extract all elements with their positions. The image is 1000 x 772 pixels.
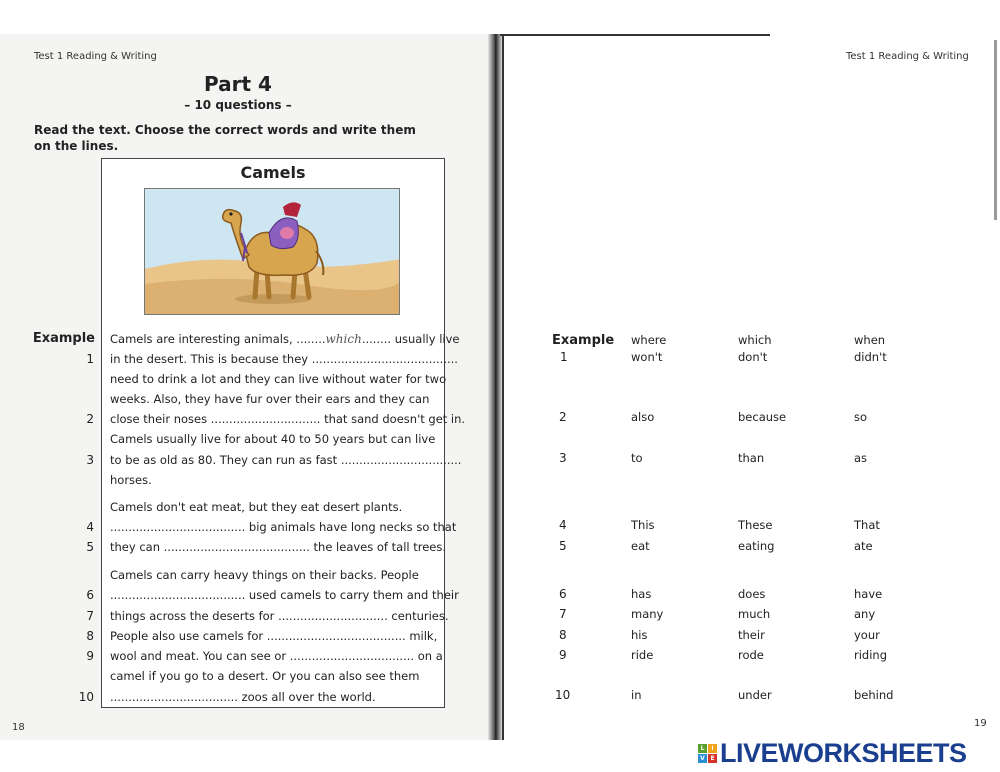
question-number: 10 [555, 688, 571, 702]
question-number: 7 [86, 609, 94, 623]
story-line: ................................... zoos all over the world. [110, 690, 376, 704]
logo-block: V [698, 754, 707, 763]
question-number: 7 [559, 607, 567, 621]
story-line: Camels usually live for about 40 to 50 years but can live [110, 432, 436, 446]
option-b: than [738, 451, 765, 465]
story-line: horses. [110, 473, 152, 487]
option-b: eating [738, 539, 775, 553]
option-b: their [738, 628, 765, 642]
story-line-example [110, 332, 459, 346]
story-line: to be as old as 80. They can run as fast ................................. [110, 453, 462, 467]
right-page-header: Test 1 Reading & Writing [846, 51, 969, 62]
story-line: Camels can carry heavy things on their backs. People [110, 568, 419, 582]
liveworksheets-logo [698, 738, 967, 768]
logo-block: L [698, 744, 707, 753]
story-line: ..................................... used camels to carry them and their [110, 588, 459, 602]
option-a: to [631, 451, 643, 465]
story-line: close their noses .............................. that sand doesn't get in. [110, 412, 466, 426]
camel-illustration [144, 188, 400, 315]
example-label: Example [32, 331, 95, 346]
option-c: so [854, 410, 868, 424]
story-line: they can ........................................ the leaves of tall trees. [110, 540, 447, 554]
story-line: in the desert. This is because they ........................................ [110, 352, 458, 366]
story-line: People also use camels for ...................................... milk, [110, 629, 438, 643]
logo-block: I [708, 744, 717, 753]
option-a: won't [631, 350, 663, 364]
story-text: Camels are interesting animals, ........ [110, 332, 326, 346]
option-a: where [631, 333, 667, 347]
right-page-edge [994, 40, 997, 220]
story-line: things across the deserts for .............................. centuries. [110, 609, 449, 623]
part-subtitle: – 10 questions – [184, 98, 292, 112]
question-number: 8 [559, 628, 567, 642]
option-a: also [631, 410, 655, 424]
question-number: 4 [86, 520, 94, 534]
option-a: ride [631, 648, 654, 662]
story-line: need to drink a lot and they can live without water for two [110, 372, 447, 386]
option-b: does [738, 587, 766, 601]
part-title: Part 4 [204, 72, 272, 96]
page-edge-line [502, 34, 504, 740]
left-page-header: Test 1 Reading & Writing [34, 51, 157, 62]
option-a: his [631, 628, 648, 642]
question-number: 9 [86, 649, 94, 663]
option-a: has [631, 587, 652, 601]
question-number: 5 [86, 540, 94, 554]
question-number: 3 [559, 451, 567, 465]
box-title: Camels [240, 163, 306, 182]
question-number: 6 [559, 587, 567, 601]
scan-top-margin [0, 0, 1000, 34]
option-b: under [738, 688, 772, 702]
question-number: 4 [559, 518, 567, 532]
page-top-rule [500, 34, 770, 36]
option-c: any [854, 607, 876, 621]
story-line: Camels don't eat meat, but they eat desert plants. [110, 500, 403, 514]
question-number: 1 [86, 352, 94, 366]
option-c: That [854, 518, 880, 532]
option-a: This [631, 518, 655, 532]
story-line: wool and meat. You can see or .................................. on a [110, 649, 443, 663]
option-b: rode [738, 648, 764, 662]
question-number: 8 [86, 629, 94, 643]
option-b: which [738, 333, 772, 347]
story-line: weeks. Also, they have fur over their ears and they can [110, 392, 430, 406]
question-number: 10 [78, 690, 94, 704]
story-text: ........ usually live [361, 332, 460, 346]
book-spine [488, 34, 502, 740]
logo-blocks-icon [698, 744, 717, 763]
option-b: These [738, 518, 773, 532]
option-c: didn't [854, 350, 887, 364]
left-page-number: 18 [12, 722, 25, 733]
option-c: riding [854, 648, 888, 662]
option-a: in [631, 688, 642, 702]
option-c: when [854, 333, 886, 347]
option-b: don't [738, 350, 768, 364]
instructions: Read the text. Choose the correct words and write them on the lines. [34, 123, 416, 153]
option-c: have [854, 587, 883, 601]
question-number: 1 [560, 350, 568, 364]
question-number: 9 [559, 648, 567, 662]
option-a: eat [631, 539, 650, 553]
camel-icon [145, 189, 400, 315]
question-number: 2 [86, 412, 94, 426]
question-number: 5 [559, 539, 567, 553]
story-line: camel if you go to a desert. Or you can also see them [110, 669, 420, 683]
question-number: 6 [86, 588, 94, 602]
question-number: 2 [559, 410, 567, 424]
option-c: ate [854, 539, 873, 553]
option-a: many [631, 607, 664, 621]
example-answer: which [325, 332, 362, 346]
example-label: Example [552, 333, 615, 348]
option-b: because [738, 410, 787, 424]
option-c: your [854, 628, 880, 642]
option-c: as [854, 451, 868, 465]
right-page-number: 19 [974, 718, 987, 729]
logo-text: LIVEWORKSHEETS [720, 737, 967, 768]
story-line: ..................................... big animals have long necks so that [110, 520, 457, 534]
logo-block: E [708, 754, 717, 763]
option-c: behind [854, 688, 894, 702]
option-b: much [738, 607, 771, 621]
question-number: 3 [86, 453, 94, 467]
